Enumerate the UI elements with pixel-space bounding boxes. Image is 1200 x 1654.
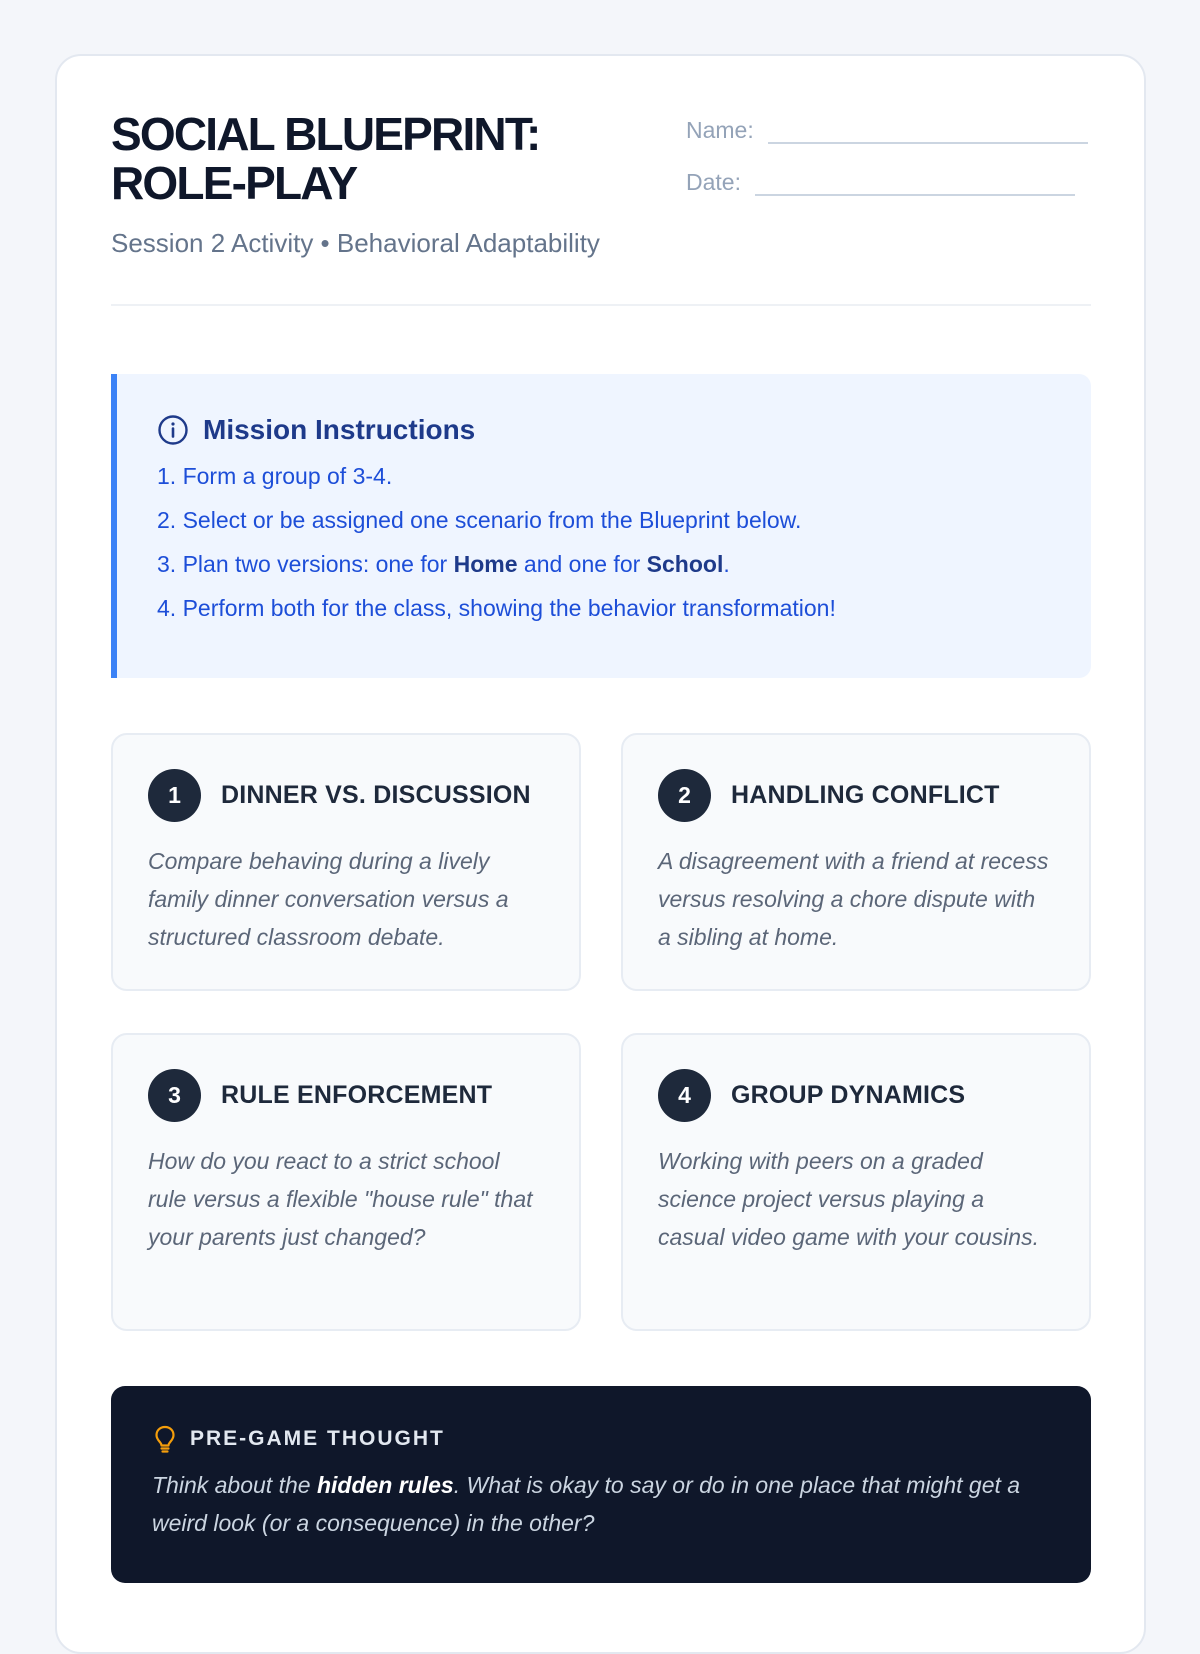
date-label: Date: (686, 169, 741, 195)
scenario-description: How do you react to a strict school rule versus a flexible "house rule" that your parents just changed? (148, 1148, 533, 1250)
worksheet-page (55, 54, 1146, 1654)
scenario-card-2 (621, 733, 1091, 991)
scenario-title: RULE ENFORCEMENT (221, 1081, 493, 1109)
scenario-description: A disagreement with a friend at recess versus resolving a chore dispute with a sibling at home. (658, 848, 1049, 950)
thought-text-a: Think about the (152, 1472, 317, 1498)
instruction-step-3 (157, 550, 1091, 579)
page-title (111, 110, 651, 208)
thought-text-b: . What is okay to say or do in one place that might get a weird look (or a consequence) in the other? (152, 1472, 1021, 1536)
scenario-number-badge: 2 (658, 769, 711, 822)
step-3-home: Home (453, 551, 518, 577)
lightbulb-icon (152, 1424, 178, 1454)
name-line[interactable] (768, 114, 1088, 144)
info-circle-icon (157, 414, 189, 446)
scenario-header (148, 1069, 543, 1122)
step-3-text-c: . (723, 551, 730, 577)
date-line[interactable] (755, 166, 1075, 196)
title-line-1: SOCIAL BLUEPRINT: (111, 108, 540, 160)
scenario-number-badge: 4 (658, 1069, 711, 1122)
thought-text (152, 1466, 1051, 1542)
header-divider (111, 304, 1091, 306)
scenario-title: DINNER VS. DISCUSSION (221, 781, 531, 809)
thought-title: PRE-GAME THOUGHT (190, 1427, 445, 1450)
scenario-header (148, 769, 543, 822)
scenario-card-1 (111, 733, 581, 991)
step-3-text-a: 3. Plan two versions: one for (157, 551, 454, 577)
scenario-card-4 (621, 1033, 1091, 1331)
scenario-title: HANDLING CONFLICT (731, 781, 1000, 809)
name-label: Name: (686, 117, 754, 143)
name-field[interactable] (686, 114, 1088, 144)
instructions-header (157, 414, 1091, 446)
scenario-card-3 (111, 1033, 581, 1331)
thought-hidden-rules: hidden rules (316, 1472, 454, 1498)
date-field[interactable] (686, 166, 1075, 196)
instruction-step-4: 4. Perform both for the class, showing the behavior transformation! (157, 595, 836, 621)
scenario-description: Compare behaving during a lively family dinner conversation versus a structured classroom debate. (148, 848, 509, 950)
instruction-step-1: 1. Form a group of 3-4. (157, 463, 393, 489)
instruction-step-2: 2. Select or be assigned one scenario from the Blueprint below. (157, 507, 802, 533)
thought-header (152, 1424, 1051, 1454)
scenario-number-badge: 1 (148, 769, 201, 822)
scenario-header (658, 1069, 1053, 1122)
instructions-title: Mission Instructions (203, 414, 476, 445)
scenario-description: Working with peers on a graded science project versus playing a casual video game with your cousins. (658, 1148, 1039, 1250)
pre-game-thought (111, 1386, 1091, 1583)
title-line-2: ROLE-PLAY (111, 157, 357, 209)
page-subtitle: Session 2 Activity • Behavioral Adaptability (111, 228, 600, 258)
scenario-header (658, 769, 1053, 822)
step-3-text-b: and one for (517, 551, 647, 577)
scenario-number-badge: 3 (148, 1069, 201, 1122)
mission-instructions (111, 374, 1091, 678)
step-3-school: School (646, 551, 724, 577)
scenario-title: GROUP DYNAMICS (731, 1081, 966, 1109)
